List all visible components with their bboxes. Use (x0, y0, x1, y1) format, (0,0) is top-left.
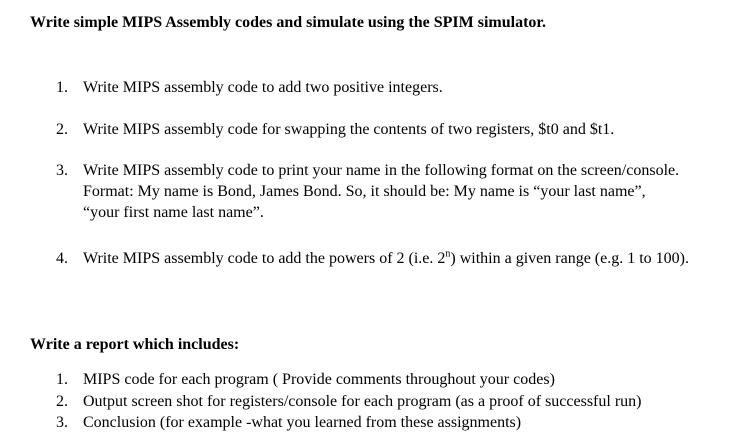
report-heading: Write a report which includes: (30, 336, 240, 353)
report-text: Output screen shot for registers/console for each program (as a proof of successful run) (83, 393, 642, 410)
task-number: 4. (56, 250, 68, 267)
task-text: Write MIPS assembly code for swapping the contents of two registers, $t0 and $t1. (83, 121, 615, 138)
task-number: 3. (56, 162, 68, 179)
task-text-after: ) within a given range (e.g. 1 to 100). (450, 250, 689, 267)
power-exponent: n (445, 248, 451, 260)
report-text: Conclusion (for example -what you learned from these assignments) (83, 414, 522, 431)
task-text: Write MIPS assembly code to print your name in the following format on the screen/console. Format: My name is Bond, James Bond. So, it should be: My name is “your last name”, “your first name last name”. (83, 162, 680, 221)
task-number: 1. (56, 79, 68, 96)
task-text: Write MIPS assembly code to add two positive integers. (83, 79, 443, 96)
report-number: 1. (56, 371, 68, 388)
task-number: 2. (56, 121, 68, 138)
task-text (83, 248, 728, 269)
report-text: MIPS code for each program ( Provide comments throughout your codes) (83, 371, 555, 388)
report-number: 3. (56, 414, 68, 431)
report-number: 2. (56, 393, 68, 410)
task-text-before: Write MIPS assembly code to add the powers of 2 (i.e. 2 (83, 250, 446, 267)
assignment-heading: Write simple MIPS Assembly codes and simulate using the SPIM simulator. (30, 14, 547, 31)
